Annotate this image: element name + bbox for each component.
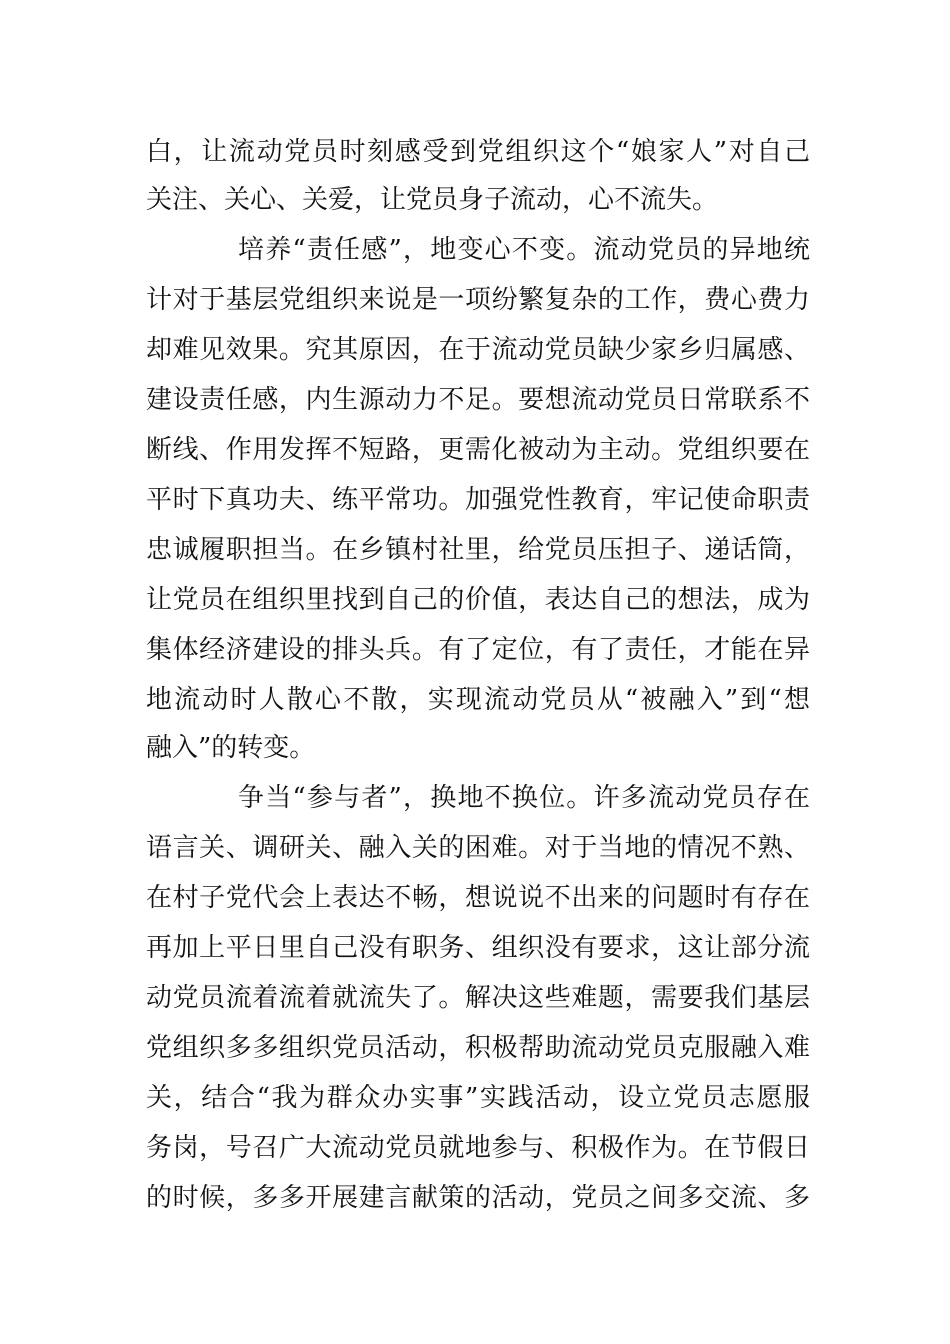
text-line: 语言关、调研关、融入关的困难。对于当地的情况不熟、 <box>146 833 810 863</box>
text-line: 争当“参与者”，换地不换位。许多流动党员存在 <box>238 783 810 813</box>
text-line: 再加上平日里自己没有职务、组织没有要求，这让部分流 <box>146 933 810 963</box>
text-line: 动党员流着流着就流失了。解决这些难题，需要我们基层 <box>146 983 810 1013</box>
text-line: 关注、关心、关爱，让党员身子流动，心不流失。 <box>146 185 719 215</box>
text-line: 的时候，多多开展建言献策的活动，党员之间多交流、多 <box>146 1183 810 1213</box>
text-line: 让党员在组织里找到自己的价值，表达自己的想法，成为 <box>146 585 810 615</box>
text-line: 在村子党代会上表达不畅，想说说不出来的问题时有存在 <box>146 883 810 913</box>
text-line: 地流动时人散心不散，实现流动党员从“被融入”到“想 <box>146 685 810 715</box>
text-line: 培养“责任感”，地变心不变。流动党员的异地统 <box>238 235 810 265</box>
text-line: 建设责任感，内生源动力不足。要想流动党员日常联系不 <box>146 385 810 415</box>
text-line: 忠诚履职担当。在乡镇村社里，给党员压担子、递话筒， <box>146 535 810 565</box>
text-line: 集体经济建设的排头兵。有了定位，有了责任，才能在异 <box>146 635 810 665</box>
text-line: 平时下真功夫、练平常功。加强党性教育，牢记使命职责 <box>146 485 810 515</box>
text-line: 计对于基层党组织来说是一项纷繁复杂的工作，费心费力 <box>146 285 810 315</box>
text-line: 白，让流动党员时刻感受到党组织这个“娘家人”对自己 <box>146 137 810 167</box>
text-line: 党组织多多组织党员活动，积极帮助流动党员克服融入难 <box>146 1033 810 1063</box>
text-line: 务岗，号召广大流动党员就地参与、积极作为。在节假日 <box>146 1133 810 1163</box>
text-line: 关，结合“我为群众办实事”实践活动，设立党员志愿服 <box>146 1083 810 1113</box>
text-line: 断线、作用发挥不短路，更需化被动为主动。党组织要在 <box>146 435 810 465</box>
text-line: 融入”的转变。 <box>146 733 316 763</box>
text-line: 却难见效果。究其原因，在于流动党员缺少家乡归属感、 <box>146 335 810 365</box>
